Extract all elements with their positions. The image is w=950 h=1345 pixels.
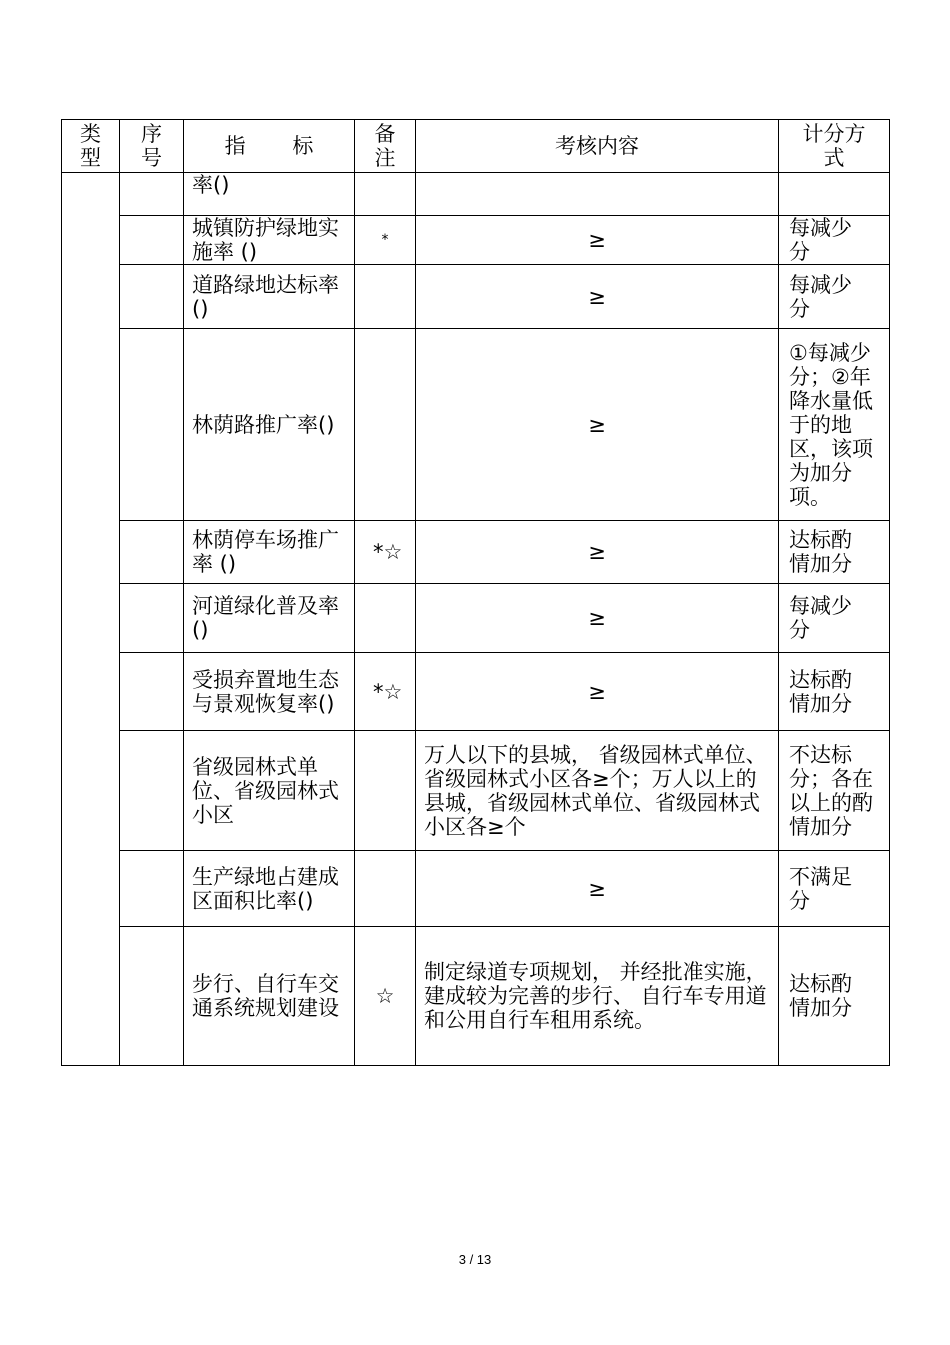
note-cell [355,851,416,927]
note-cell: *☆ [355,521,416,584]
table-row [62,173,890,216]
table-row [62,927,890,1066]
seq-cell [120,173,184,216]
page-number: 3 / 13 [458,1252,492,1267]
content-cell: ≥ [416,521,779,584]
seq-cell [120,584,184,653]
table-row [62,731,890,851]
seq-cell [120,216,184,265]
seq-cell [120,329,184,521]
note-cell [355,584,416,653]
note-cell [355,731,416,851]
note-cell: ☆ [355,927,416,1066]
indicator-cell: 道路绿地达标率() [184,265,355,329]
content-cell: ≥ [416,653,779,731]
header-content: 考核内容 [416,120,779,173]
indicator-cell: 受损弃置地生态与景观恢复率() [184,653,355,731]
content-cell: ≥ [416,265,779,329]
table-row [62,584,890,653]
table-row [62,851,890,927]
note-cell: *☆ [355,653,416,731]
indicator-cell: 步行、自行车交通系统规划建设 [184,927,355,1066]
note-cell: * [355,216,416,265]
content-cell: ≥ [416,216,779,265]
seq-cell [120,653,184,731]
indicator-cell: 率() [184,173,355,216]
table-row [62,329,890,521]
table-row [62,265,890,329]
header-note: 备注 [355,120,416,173]
score-cell: 每减少分 [779,584,890,653]
indicator-cell: 河道绿化普及率() [184,584,355,653]
seq-cell [120,521,184,584]
content-cell: 万人以下的县城， 省级园林式单位、省级园林式小区各≥个；万人以上的县城，省级园林式单位、省级园林式小区各≥个 [416,731,779,851]
note-cell [355,173,416,216]
header-indicator: 指 标 [184,120,355,173]
note-cell [355,329,416,521]
header-score: 计分方式 [779,120,890,173]
indicator-cell: 省级园林式单位、省级园林式小区 [184,731,355,851]
score-cell: 达标酌情加分 [779,927,890,1066]
seq-cell [120,265,184,329]
type-cell [62,173,120,1066]
score-cell: 不达标分；各在以上的酌情加分 [779,731,890,851]
score-cell [779,173,890,216]
score-cell: 达标酌情加分 [779,653,890,731]
seq-cell [120,927,184,1066]
indicator-cell: 林荫路推广率() [184,329,355,521]
table-row [62,216,890,265]
score-cell: 每减少分 [779,265,890,329]
seq-cell [120,851,184,927]
seq-cell [120,731,184,851]
score-cell: 达标酌情加分 [779,521,890,584]
content-cell: ≥ [416,584,779,653]
table-row [62,653,890,731]
content-cell [416,173,779,216]
indicator-cell: 城镇防护绿地实施率 () [184,216,355,265]
note-cell [355,265,416,329]
header-seq: 序号 [120,120,184,173]
score-cell: 不满足分 [779,851,890,927]
table-header-row [62,120,890,173]
score-cell: 每减少分 [779,216,890,265]
header-type: 类型 [62,120,120,173]
content-cell: ≥ [416,329,779,521]
score-cell: ①每减少分；②年降水量低于的地区，该项为加分项。 [779,329,890,521]
indicator-cell: 林荫停车场推广率 () [184,521,355,584]
assessment-table [61,119,890,1066]
content-cell: 制定绿道专项规划， 并经批准实施，建成较为完善的步行、 自行车专用道和公用自行车租用系统。 [416,927,779,1066]
indicator-cell: 生产绿地占建成区面积比率() [184,851,355,927]
content-cell: ≥ [416,851,779,927]
table-row [62,521,890,584]
